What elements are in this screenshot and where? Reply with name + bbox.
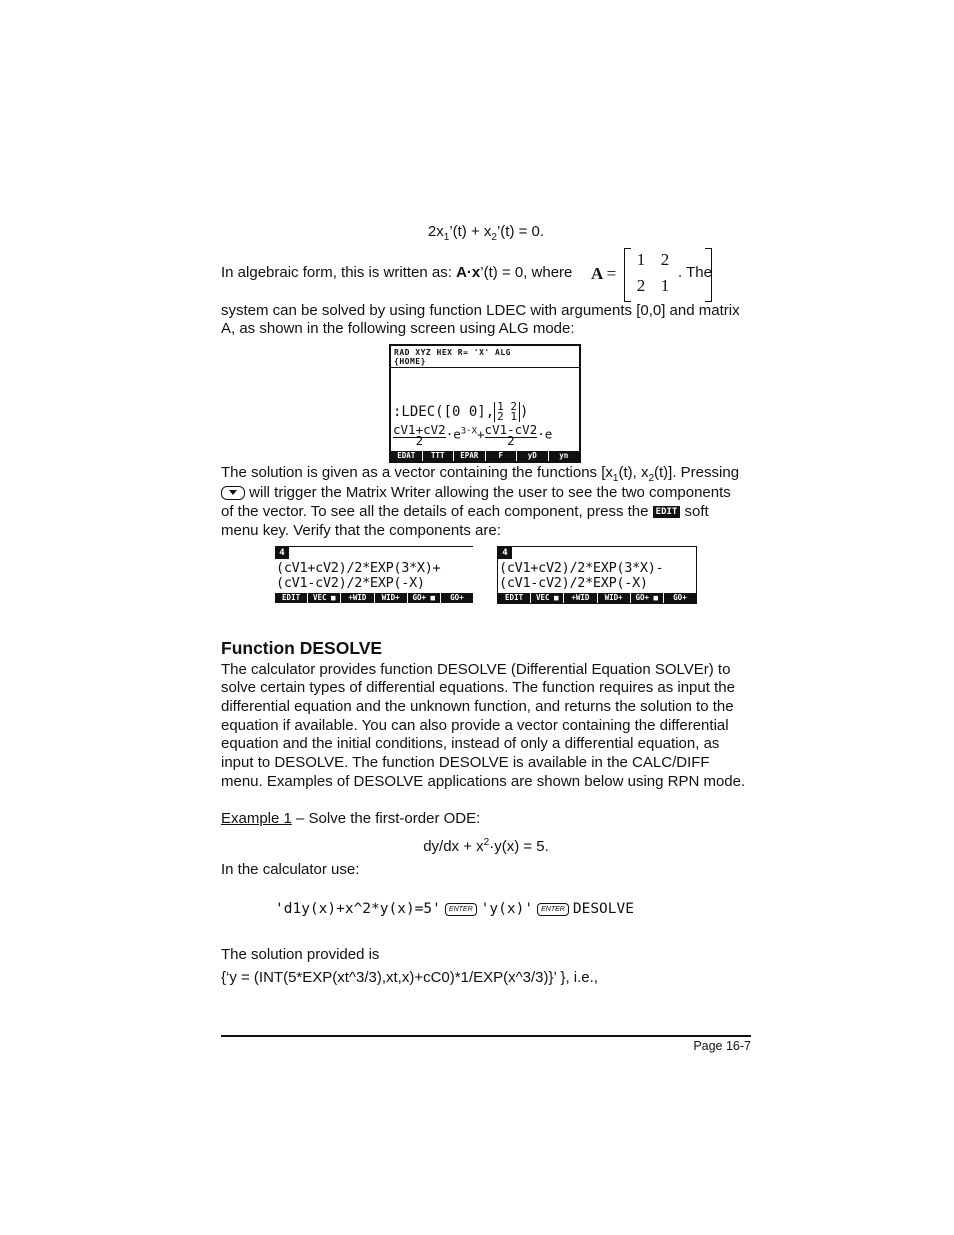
matrix-writer-screen-left [275, 546, 473, 603]
down-arrow-key-icon [221, 486, 245, 500]
paragraph-line: system can be solved by using function LDEC with arguments [0,0] and matrix [221, 302, 740, 319]
component-1: (cV1+cV2)/2*EXP(3*X)- [499, 560, 664, 576]
menu-key[interactable]: VEC ■ [531, 593, 563, 603]
paragraph-line: menu. Examples of DESOLVE applications are shown below using RPN mode. [221, 773, 746, 790]
matrix-cell: 2 [660, 250, 670, 269]
paragraph-line: The solution provided is [221, 946, 380, 963]
status-line: RAD XYZ HEX R= 'X' ALG [394, 348, 511, 357]
paragraph-line: A, as shown in the following screen using ALG mode: [221, 320, 575, 337]
path-line: {HOME} [394, 357, 426, 366]
matrix-cell: 1 [636, 250, 646, 269]
ldec-command: :LDEC([0 0], 1 2 2 1 ) [393, 400, 529, 423]
keystroke-text: 'y(x)' [480, 901, 534, 917]
enter-key-icon: ENTER [445, 903, 477, 916]
example-line: Example 1 – Solve the first-order ODE: [221, 810, 481, 827]
menu-key[interactable]: GO+ ■ [408, 593, 440, 603]
paragraph-line: menu key. Verify that the components are: [221, 522, 501, 539]
row-index: 4 [498, 547, 512, 559]
component-2: (cV1-cV2)/2*EXP(-X) [499, 575, 648, 591]
row-index: 4 [275, 547, 289, 559]
paragraph-line: will trigger the Matrix Writer allowing the user to see the two components [221, 484, 751, 503]
paragraph-line: The solution is given as a vector containing the functions [$x_1(t)$, $x_2(t)$]. Pressing [221, 464, 740, 484]
menu-key[interactable]: EDIT [498, 593, 530, 603]
menu-key[interactable]: EDIT [275, 593, 307, 603]
edit-softkey-icon: EDIT [653, 506, 681, 518]
paragraph-line: of the vector. To see all the details of each component, press the EDIT soft [221, 503, 709, 520]
keystroke-text: DESOLVE [572, 901, 634, 917]
paragraph-line: equation if available. You can also provide a vector containing the differential [221, 717, 729, 734]
algebraic-form-suffix: . The [678, 264, 712, 281]
menu-key[interactable]: yn [549, 451, 580, 461]
menu-key[interactable]: EDAT [391, 451, 422, 461]
enter-key-icon: ENTER [537, 903, 569, 916]
menu-key[interactable]: VEC ■ [308, 593, 340, 603]
keystroke-text: 'd1y(x)+x^2*y(x)=5' [275, 901, 441, 917]
component-2: (cV1-cV2)/2*EXP(-X) [276, 575, 425, 591]
matrix-writer-screen-right [497, 546, 697, 604]
menu-key[interactable]: GO+ [441, 593, 473, 603]
page-number: Page 16-7 [693, 1039, 751, 1053]
paragraph-line: In the calculator use: [221, 861, 360, 878]
menu-key[interactable]: GO+ ■ [631, 593, 663, 603]
footer-rule [221, 1035, 751, 1037]
soft-menu [391, 451, 579, 461]
menu-key[interactable]: TTT [423, 451, 454, 461]
equation-2: $dy/dx + x^2\cdot y(x) = 5$. [423, 837, 549, 855]
paragraph-line: The calculator provides function DESOLVE (Differential Equation SOLVEr) to [221, 661, 731, 678]
menu-key[interactable]: EPAR [454, 451, 485, 461]
paragraph-line: solve certain types of differential equations. The function requires as input the [221, 679, 735, 696]
menu-key[interactable]: yD [517, 451, 548, 461]
menu-key[interactable]: F [486, 451, 517, 461]
soft-menu [275, 593, 473, 603]
component-1: (cV1+cV2)/2*EXP(3*X)+ [276, 560, 441, 576]
matrix-cell: 1 [660, 276, 670, 295]
soft-menu [498, 593, 696, 603]
menu-key[interactable]: +WID [341, 593, 373, 603]
menu-key[interactable]: WID+ [375, 593, 407, 603]
menu-key[interactable]: +WID [564, 593, 596, 603]
calculator-screen-ldec [389, 344, 581, 463]
menu-key[interactable]: WID+ [598, 593, 630, 603]
section-heading: Function DESOLVE [221, 638, 383, 658]
matrix-cell: 2 [636, 276, 646, 295]
paragraph-line: input to DESOLVE. The function DESOLVE is available in the CALC/DIFF [221, 754, 710, 771]
algebraic-form-line: In algebraic form, this is written as: A·x’(t) = 0, where [221, 264, 573, 281]
equation-1: $2x_1’(t)$ + $x_2’(t) = 0$. [427, 223, 545, 243]
ldec-result: cV1+cV2 $2 \cdot e^{3\cdot X}+cV1-cV2$ 2 ·e [393, 422, 553, 448]
paragraph-line: differential equation and the unknown function, and returns the solution to the [221, 698, 734, 715]
menu-key[interactable]: GO+ [664, 593, 696, 603]
solution-line: {‘y = (INT(5*EXP(xt^3/3),xt,x)+cC0)*1/EXP(x^3/3)}’ }, i.e., [221, 969, 598, 986]
keystroke-sequence [275, 901, 634, 917]
paragraph-line: equation and the initial conditions, instead of only a differential equation, as [221, 735, 720, 752]
matrix-symbol-a: A = [591, 264, 617, 283]
